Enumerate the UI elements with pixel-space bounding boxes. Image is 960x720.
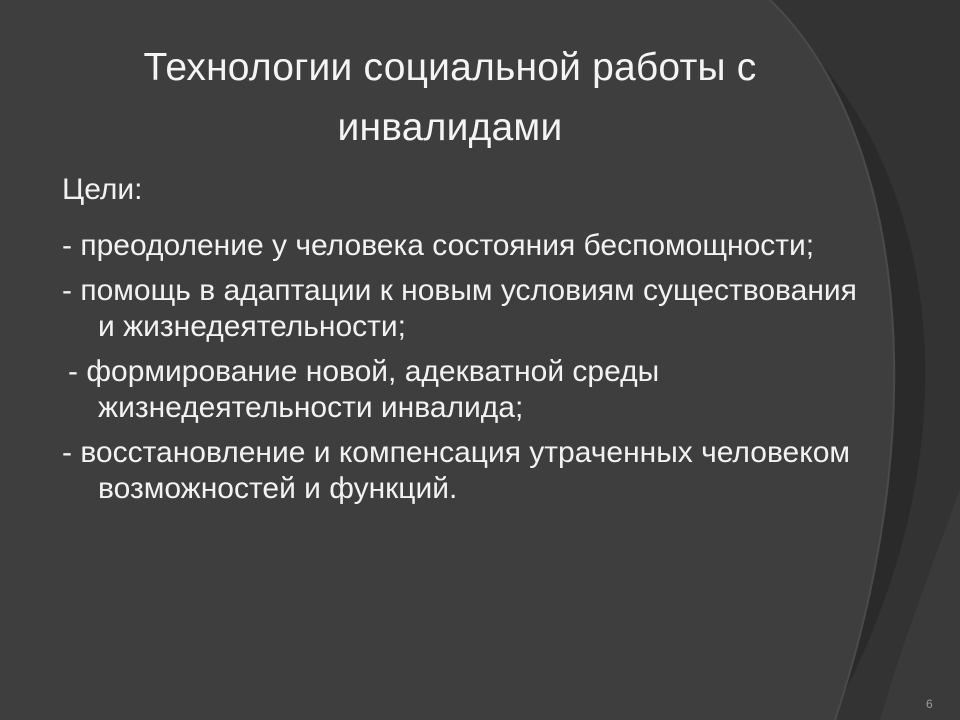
page-number: 6	[926, 697, 933, 711]
goals-label: Цели:	[62, 173, 143, 206]
goal-item-2: - помощь в адаптации к новым условиям существования и жизнедеятельности;	[62, 274, 857, 343]
slide-content	[62, 172, 862, 516]
goal-item-3: - формирование новой, адекватной среды жизнедеятельности инвалида;	[68, 355, 660, 424]
slide-title: Технологии социальной работы с инвалидами	[143, 46, 757, 149]
goal-item-4: - восстановление и компенсация утраченных человеком возможностей и функций.	[62, 436, 850, 505]
goal-item-1: - преодоление у человека состояния беспомощности;	[62, 229, 815, 262]
